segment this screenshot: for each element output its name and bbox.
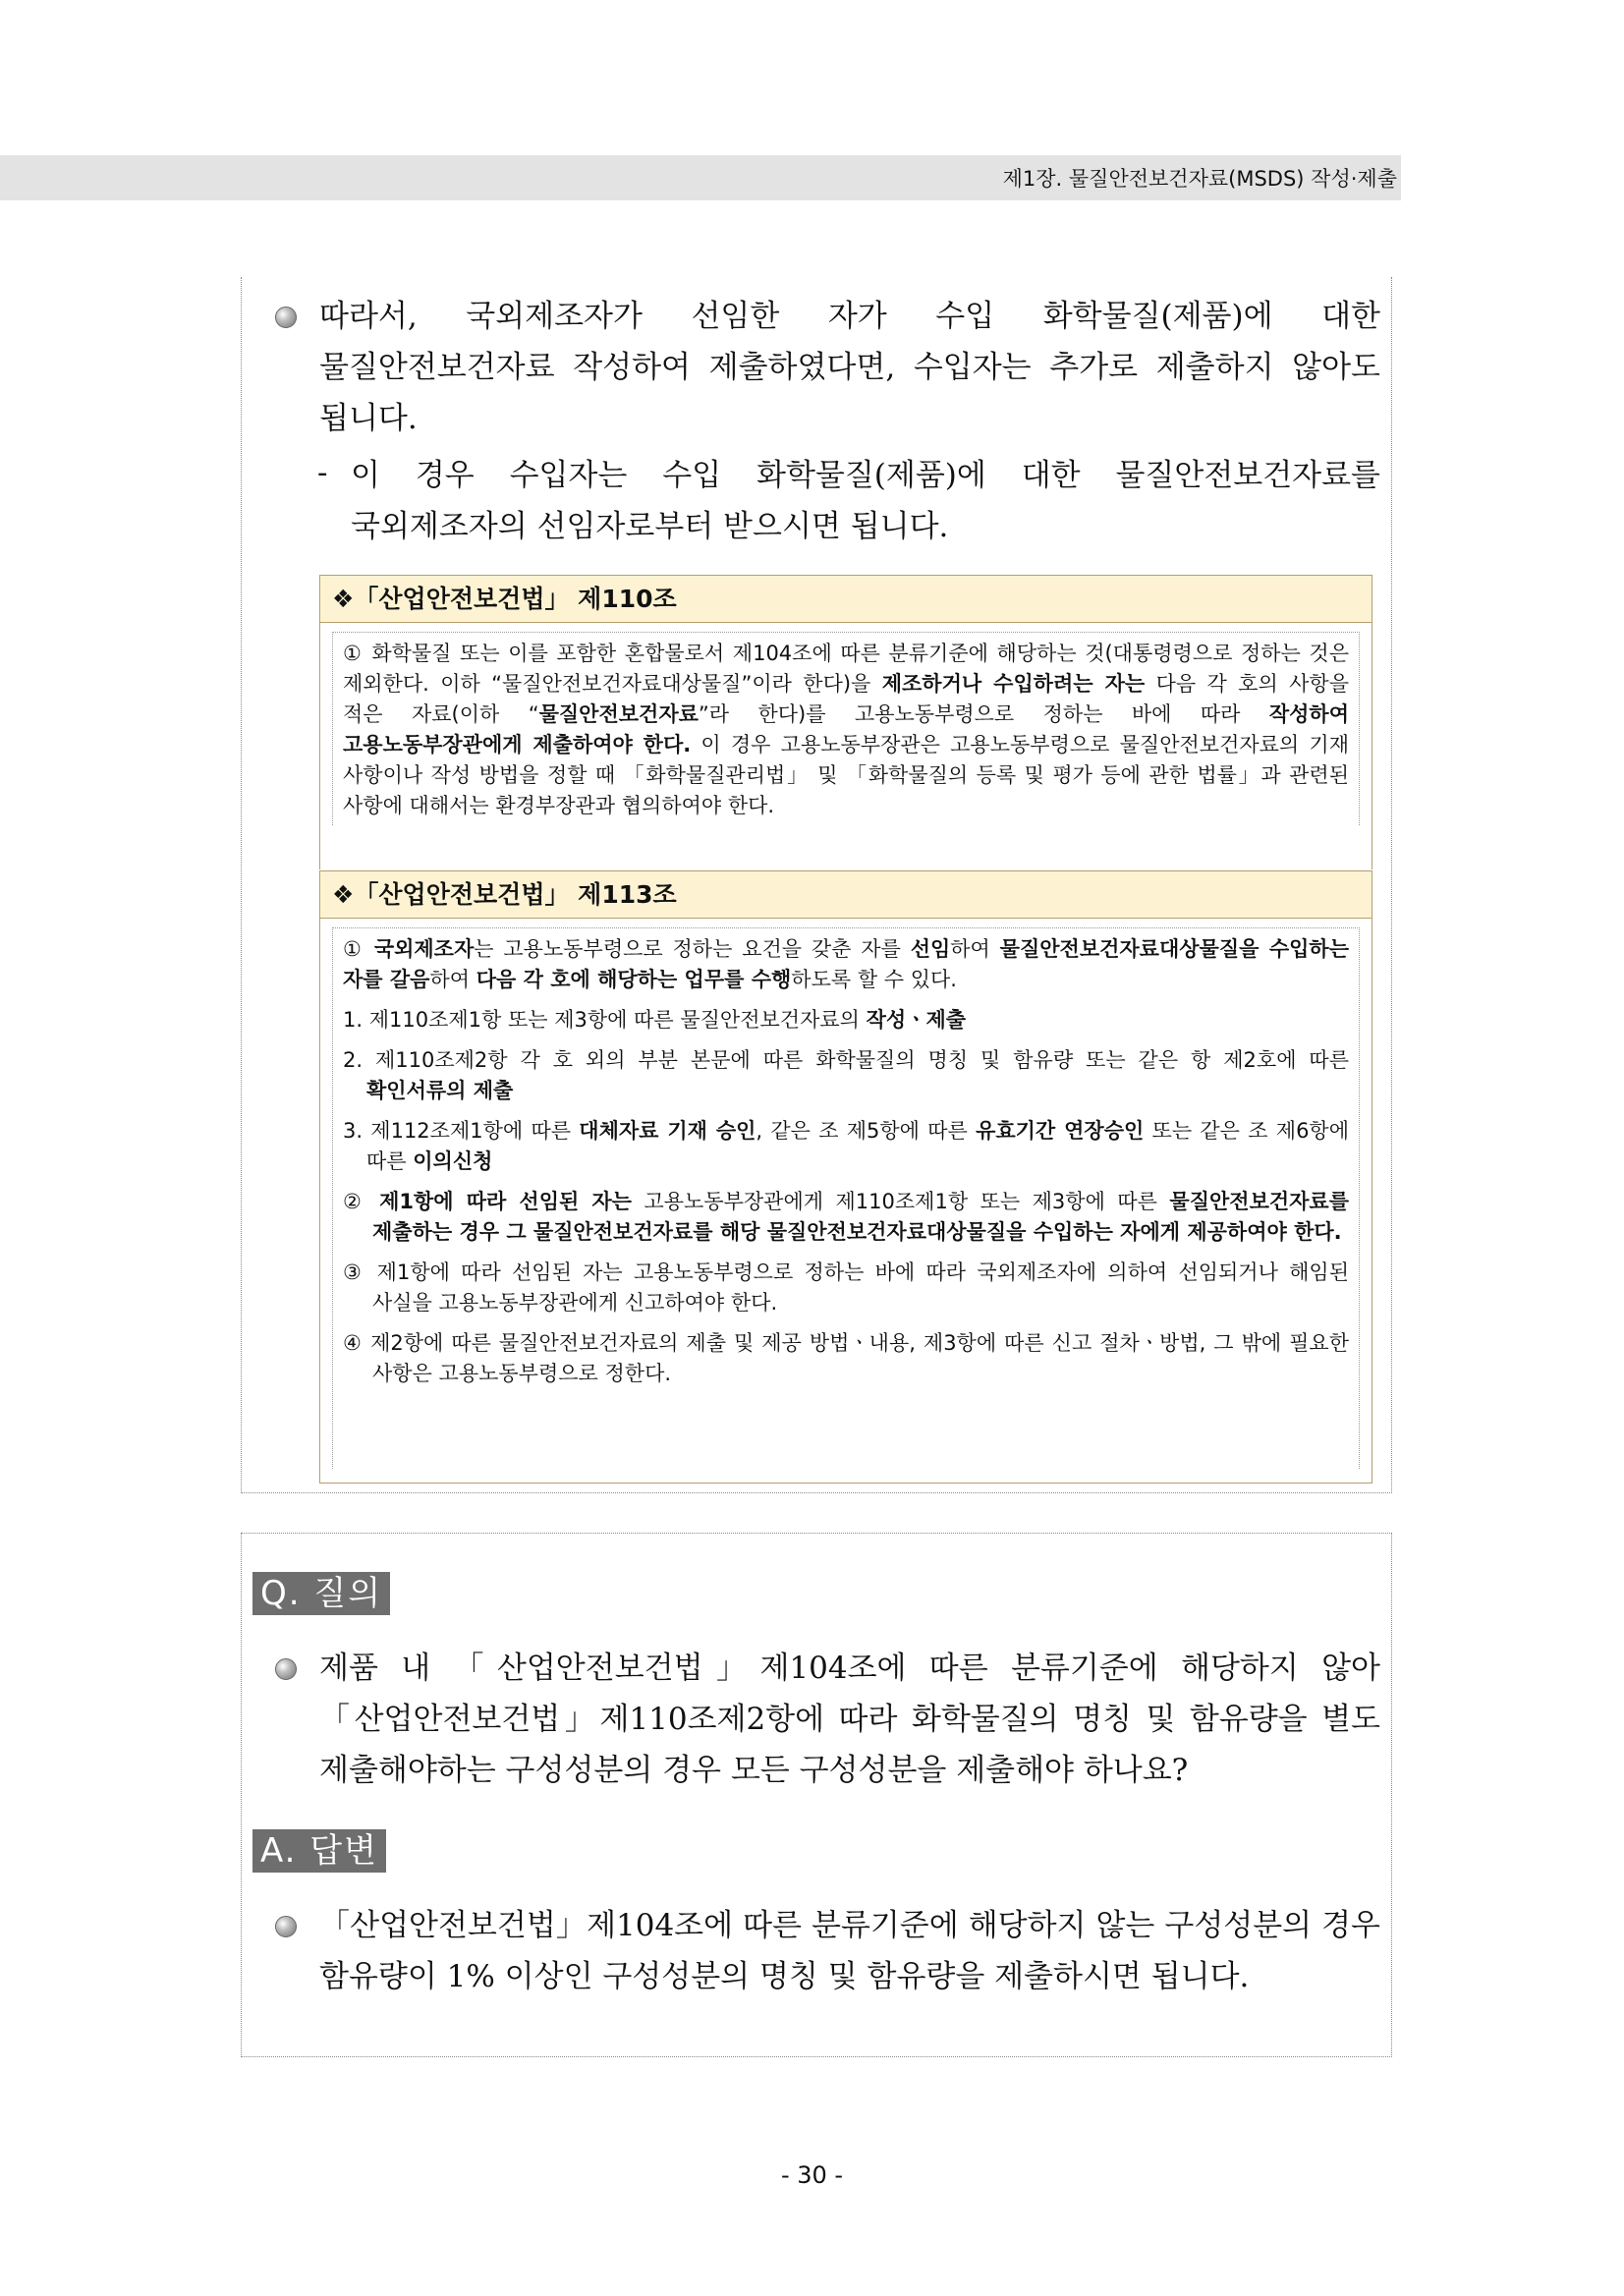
law-110-bold: 물질안전보건자료 xyxy=(538,702,699,726)
law-bold: 확인서류의 제출 xyxy=(366,1079,514,1102)
law-110-body xyxy=(332,632,1360,825)
law-bold: 이의신청 xyxy=(413,1149,493,1173)
law-text: ① xyxy=(343,937,374,961)
law-110-text: ”라 한다)를 고용노동부령으로 정하는 바에 따라 xyxy=(698,702,1269,726)
header-bar xyxy=(0,155,1401,200)
chapter-title: 제1장. 물질안전보건자료(MSDS) 작성·제출 xyxy=(1002,167,1397,191)
law-110-text: ① 화학물질 또는 이를 포함한 혼합물로서 제104조에 따른 분류기준에 해당하는 것(대통령령으로 정하는 것은 제외한다. 이하 “물질안전보건자료대상물질”이라 한다)을 xyxy=(343,642,1349,696)
question-text: 제품 내 「산업안전보건법」제104조에 따른 분류기준에 해당하지 않아 「산업안전보건법」제110조제2항에 따라 화학물질의 명칭 및 함유량을 별도 제출해야하는 구성성분의 경우 모든 구성성분을 제출해야 하나요? xyxy=(319,1651,1380,1788)
law-bold: 국외제조자 xyxy=(373,937,475,961)
law-113-body xyxy=(332,927,1360,1469)
law-text: 하여 xyxy=(950,937,1000,961)
law-text: 2. 제110조제2항 각 호 외의 부분 본문에 따른 화학물질의 명칭 및 함유량 또는 같은 항 제2호에 따른 xyxy=(343,1048,1349,1072)
law-113-title: ❖「산업안전보건법」 제113조 xyxy=(320,871,1372,919)
law-110-bold: 제조하거나 수입하려는 자는 xyxy=(881,672,1146,696)
law-110-title: ❖「산업안전보건법」 제110조 xyxy=(320,576,1372,623)
law-113-box xyxy=(319,870,1372,1484)
law-110-bold: 작성하여 고용노동부장관에게 제출하여야 한다. xyxy=(343,702,1350,756)
law-113-para-4: ④ 제2항에 따른 물질안전보건자료의 제출 및 제공 방법ㆍ내용, 제3항에 따른 신고 절차ㆍ방법, 그 밖에 필요한 사항은 고용노동부령으로 정한다. xyxy=(343,1331,1349,1385)
law-113-para-1 xyxy=(343,934,1349,995)
law-bold: 대체자료 기재 승인 xyxy=(579,1119,756,1143)
law-110-box xyxy=(319,575,1372,869)
law-110-text: 이 경우 고용노동부장관은 고용노동부령으로 물질안전보건자료의 기재 사항이나 작성 방법을 정할 때 「화학물질관리법」 및 「화학물질의 등록 및 평가 등에 관한 법률」과 관련된 사항에 대해서는 환경부장관과 협의하여야 한다. xyxy=(343,733,1349,817)
law-text: 또는 같은 조 제6항에 따른 xyxy=(366,1119,1350,1173)
law-bold: 유효기간 연장승인 xyxy=(976,1119,1145,1143)
law-bold: 선임 xyxy=(910,937,951,961)
bullet-icon xyxy=(275,1916,297,1937)
law-113-para-3: ③ 제1항에 따라 선임된 자는 고용노동부령으로 정하는 바에 따라 국외제조자에 의하여 선임되거나 해임된 사실을 고용노동부장관에게 신고하여야 한다. xyxy=(343,1260,1349,1315)
bullet-icon xyxy=(275,307,297,328)
law-text: 고용노동부장관에게 제110조제1항 또는 제3항에 따른 xyxy=(631,1190,1170,1213)
answer-text: 「산업안전보건법」제104조에 따른 분류기준에 해당하지 않는 구성성분의 경우 함유량이 1% 이상인 구성성분의 명칭 및 함유량을 제출하시면 됩니다. xyxy=(319,1908,1380,1994)
page-number: - 30 - xyxy=(780,2161,844,2189)
law-text: ② xyxy=(343,1190,380,1213)
law-text: 는 고용노동부령으로 정하는 요건을 갖춘 자를 xyxy=(474,937,911,961)
law-bold: 물질안전보건자료대상물질을 수입하는 자를 갈음 xyxy=(343,937,1349,991)
law-bold: 제1항에 따라 선임된 자는 xyxy=(379,1190,632,1213)
law-113-item-1 xyxy=(343,1005,1349,1036)
law-113-item-3 xyxy=(343,1116,1349,1177)
law-text: 하여 xyxy=(429,968,476,991)
question-label: Q. 질의 xyxy=(252,1572,390,1615)
law-113-item-2 xyxy=(343,1045,1349,1106)
bullet-icon xyxy=(275,1658,297,1680)
dash-marker: - xyxy=(317,455,328,490)
law-text: 3. 제112조제1항에 따른 xyxy=(343,1119,580,1143)
intro-paragraph: 따라서, 국외제조자가 선임한 자가 수입 화학물질(제품)에 대한 물질안전보건자료 작성하여 제출하였다면, 수입자는 추가로 제출하지 않아도 됩니다. xyxy=(319,299,1380,436)
law-text: 1. 제110조제1항 또는 제3항에 따른 물질안전보건자료의 xyxy=(343,1008,867,1032)
law-110-text: 다음 각 호의 사항을 적은 자료(이하 “ xyxy=(343,672,1349,726)
law-113-para-2 xyxy=(343,1187,1349,1248)
law-bold: 다음 각 호에 해당하는 업무를 수행 xyxy=(476,968,792,991)
law-bold: 물질안전보건자료를 제출하는 경우 그 물질안전보건자료를 해당 물질안전보건자료대상물질을 수입하는 자에게 제공하여야 한다. xyxy=(372,1190,1349,1244)
law-text: , 같은 조 제5항에 따른 xyxy=(756,1119,977,1143)
law-bold: 작성ㆍ제출 xyxy=(866,1008,967,1032)
law-text: 하도록 할 수 있다. xyxy=(791,968,957,991)
answer-label: A. 답변 xyxy=(252,1829,386,1873)
intro-sub-item: 이 경우 수입자는 수입 화학물질(제품)에 대한 물질안전보건자료를 국외제조자의 선임자로부터 받으시면 됩니다. xyxy=(351,458,1380,544)
